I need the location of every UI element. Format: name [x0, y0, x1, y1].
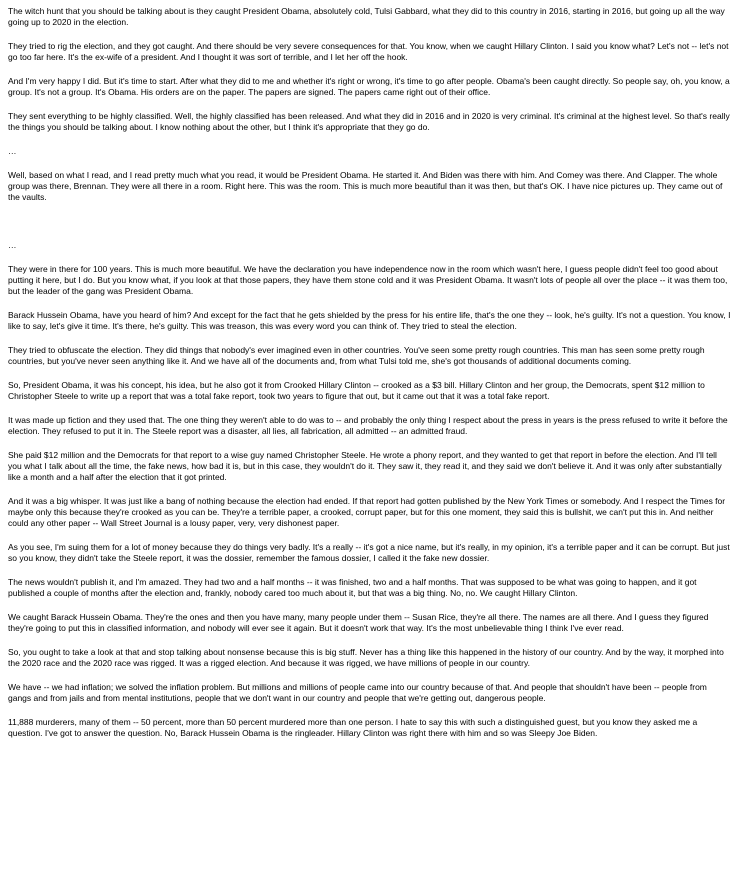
blank-spacer	[8, 216, 732, 240]
paragraph-1: The witch hunt that you should be talking about is they caught President Obama, absolutely cold, Tulsi Gabbard, what they did to this country in 2016, starting in 2016, but going up all the way going up to 2020 in the election.	[8, 6, 725, 27]
ellipsis-separator-1: …	[8, 146, 17, 156]
paragraph-18: 11,888 murderers, many of them -- 50 percent, more than 50 percent murdered more than one person. I hate to say this with such a distinguished guest, but you know they asked me a question. I've got to answer the question. No, Barack Hussein Obama is the ringleader. Hillary Clinton was right there with him and so was Sleepy Joe Biden.	[8, 717, 698, 738]
paragraph-10: It was made up fiction and they used that. The one thing they weren't able to do was to -- and probably the only thing I respect about the press in years is the press refused to write it before the election. They refused to put it in. The Steele report was a disaster, all lies, all fabrication, all admitted -- an admitted fraud.	[8, 415, 728, 436]
paragraph-17: We have -- we had inflation; we solved the inflation problem. But millions and millions of people came into our country because of that. And people that shouldn't have been -- people from gangs and from jails and from mental institutions, people that we don't want in our country and people that we're getting out, dangerous people.	[8, 682, 707, 703]
paragraph-3: And I'm very happy I did. But it's time to start. After what they did to me and whether it's right or wrong, it's time to go after people. Obama's been caught directly. So people say, oh, you know, a group. It's not a group. It's Obama. His orders are on the paper. The papers are signed. The papers came right out of their office.	[8, 76, 730, 97]
paragraph-9: So, President Obama, it was his concept, his idea, but he also got it from Crooked Hillary Clinton -- crooked as a $3 bill. Hillary Clinton and her group, the Democrats, spent $12 million to Christopher Steele to write up a report that was a total fake report, took two years to figure that out, but it came out that it was a total fake report.	[8, 380, 705, 401]
paragraph-15: We caught Barack Hussein Obama. They're the ones and then you have many, many people under them -- Susan Rice, they're all there. The names are all there. And I guess they figured they're going to put this in classified information, and nobody will ever see it again. But it doesn't work that way. It's the most unbelievable thing I think I've ever read.	[8, 612, 709, 633]
paragraph-5: Well, based on what I read, and I read pretty much what you read, it would be President Obama. He started it. And Biden was there with him. And Comey was there. And Clapper. The whole group was there, Brennan. They were all there in a room. Right here. This was the room. This is much more beautiful than it was then, but that's OK. I have nice pictures up. They came out of the vaults.	[8, 170, 723, 202]
paragraph-8: They tried to obfuscate the election. They did things that nobody's ever imagined even in other countries. You've seen some pretty rough countries. This man has seen some pretty rough countries, but you've never seen anything like it. And we have all of the documents and, from what Tulsi told me, she's got thousands of additional documents coming.	[8, 345, 705, 366]
ellipsis-separator-2: …	[8, 240, 17, 250]
paragraph-11: She paid $12 million and the Democrats for that report to a wise guy named Christopher Steele. He wrote a phony report, and they wanted to get that report in before the election. And I'll tell you what I talk about all the time, the fake news, how bad it is, but in this case, they wouldn't do it. They saw it, they read it, and they said we don't believe it. And it was only after substantially like a month and a half after the election that it got printed.	[8, 450, 722, 482]
paragraph-2: They tried to rig the election, and they got caught. And there should be very severe consequences for that. You know, when we caught Hillary Clinton. I said you know what? Let's not -- let's not go too far here. It's the ex-wife of a president. And I thought it was sort of terrible, and I let her off the hook.	[8, 41, 729, 62]
paragraph-4: They sent everything to be highly classified. Well, the highly classified has been released. And what they did in 2016 and in 2020 is very criminal. It's criminal at the highest level. So that's really the things you should be talking about. I know nothing about the other, but I think it's appropriate that they go do.	[8, 111, 730, 132]
paragraph-16: So, you ought to take a look at that and stop talking about nonsense because this is big stuff. Never has a thing like this happened in the history of our country. And by the way, it morphed into the 2020 race and the 2020 race was rigged. It was a rigged election. And because it was rigged, we have millions of people in our country.	[8, 647, 724, 668]
paragraph-12: And it was a big whisper. It was just like a bang of nothing because the election had ended. If that report had gotten published by the New York Times or somebody. And I respect the Times for maybe only this because they're crooked as you can be. They're a terrible paper, a crooked, corrupt paper, but for this one moment, they said this is bullshit, we can't put this in. And neither could any other paper -- Wall Street Journal is a lousy paper, very, very dishonest paper.	[8, 496, 726, 528]
paragraph-6: They were in there for 100 years. This is much more beautiful. We have the declaration you have independence now in the room which wasn't here, I guess people didn't feel too good about putting it here, but I do. But you know what, if you look at that those papers, they have them stone cold and it was President Obama. It wasn't lots of people all over the place -- it was them too, but the leader of the gang was President Obama.	[8, 264, 728, 296]
paragraph-7: Barack Hussein Obama, have you heard of him? And except for the fact that he gets shielded by the press for his entire life, that's the one they -- look, he's guilty. It's not a question. You know, I like to say, let's give it time. It's there, he's guilty. This was treason, this was every word you can think of. They tried to steal the election.	[8, 310, 731, 331]
paragraph-13: As you see, I'm suing them for a lot of money because they do things very badly. It's a really -- it's got a nice name, but it's really, in my opinion, it's a terrible paper and it can be corrupt. But just so you know, they didn't take the Steele report, it was the dossier, remember the famous dossier, I called it the fake new dossier.	[8, 542, 730, 563]
paragraph-14: The news wouldn't publish it, and I'm amazed. They had two and a half months -- it was finished, two and a half months. That was supposed to be what was going to happen, and it got published a couple of months after the election and, frankly, nobody cared too much about it, but that was a big thing. No, no. We caught Hillary Clinton.	[8, 577, 697, 598]
